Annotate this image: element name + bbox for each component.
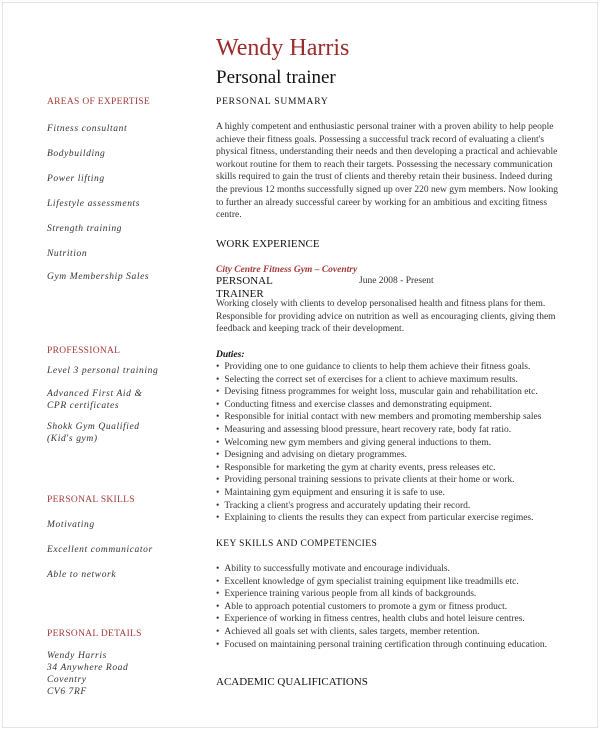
- key-skills-heading: KEY SKILLS AND COMPETENCIES: [216, 539, 378, 549]
- details-city: Coventry: [47, 675, 87, 685]
- professional-item: Level 3 personal training: [47, 366, 159, 376]
- duties-label: Duties:: [216, 350, 245, 360]
- duty-item: • Explaining to clients the results they can expect from particular exercise regimes.: [216, 512, 576, 525]
- company-name: City Centre Fitness Gym – Coventry: [216, 265, 358, 275]
- duty-item: • Maintaining gym equipment and ensuring it is safe to use.: [216, 487, 576, 500]
- details-postcode: CV6 7RF: [47, 687, 87, 697]
- key-skill-item: • Achieved all goals set with clients, sales targets, member retention.: [216, 626, 566, 639]
- candidate-title: Personal trainer: [216, 67, 336, 88]
- professional-item: Advanced First Aid & CPR certificates: [47, 389, 143, 411]
- skill-item: Motivating: [47, 520, 95, 530]
- key-skills-list: [216, 563, 566, 651]
- expertise-item: Nutrition: [47, 249, 88, 259]
- position-dates: June 2008 - Present: [359, 276, 434, 286]
- details-name: Wendy Harris: [47, 651, 107, 661]
- duty-item: • Welcoming new gym members and giving general inductions to them.: [216, 437, 576, 450]
- duty-item: • Designing and advising on dietary programmes.: [216, 449, 576, 462]
- skill-item: Excellent communicator: [47, 545, 153, 555]
- expertise-item: Fitness consultant: [47, 124, 128, 134]
- skill-item: Able to network: [47, 570, 117, 580]
- expertise-item: Gym Membership Sales: [47, 272, 150, 282]
- summary-heading: PERSONAL SUMMARY: [216, 97, 329, 107]
- duty-item: • Providing personal training sessions to private clients at their home or work.: [216, 474, 576, 487]
- duty-item: • Responsible for initial contact with new members and promoting membership sales: [216, 411, 576, 424]
- duty-item: • Selecting the correct set of exercises for a client to achieve maximum results.: [216, 374, 576, 387]
- expertise-item: Lifestyle assessments: [47, 199, 141, 209]
- duty-item: • Measuring and assessing blood pressure, heart recovery rate, body fat ratio.: [216, 424, 576, 437]
- key-skill-item: • Experience training various people from all kinds of backgrounds.: [216, 588, 566, 601]
- key-skill-item: • Able to approach potential customers to promote a gym or fitness product.: [216, 601, 566, 614]
- professional-heading: PROFESSIONAL: [47, 346, 121, 356]
- summary-text: A highly competent and enthusiastic personal trainer with a proven ability to help people achieve their fitness goals. Possessing a successful track record of evaluating a client's physical fitness, understanding their needs and then developing a practical and achievable workout routine for them to reach their targets. Possessing the necessary communication skills required to gain the trust of clients and thereby retain their business. Indeed during the previous 12 months successfully signed up over 220 new gym members. Now looking to further an already successful career by working for an ambitious and exciting fitness centre.: [216, 122, 558, 221]
- position-title: PERSONAL TRAINER: [216, 275, 273, 300]
- candidate-name: Wendy Harris: [216, 35, 350, 61]
- key-skill-item: • Focused on maintaining personal training certification through continuing education.: [216, 639, 566, 652]
- professional-item: Shokk Gym Qualified (Kid's gym): [47, 422, 140, 444]
- expertise-item: Power lifting: [47, 174, 105, 184]
- resume-page: [2, 2, 598, 728]
- duty-item: • Responsible for marketing the gym at charity events, press releases etc.: [216, 462, 576, 475]
- details-heading: PERSONAL DETAILS: [47, 629, 142, 639]
- work-heading: WORK EXPERIENCE: [216, 238, 320, 250]
- work-description: Working closely with clients to develop personalised health and fitness plans for them. Responsible for providing advice on nutrition as well as encouraging clients, giving them feedback and keeping track of their development.: [216, 299, 556, 335]
- details-street: 34 Anywhere Road: [47, 663, 129, 673]
- duty-item: • Conducting fitness and exercise classes and demonstrating equipment.: [216, 399, 576, 412]
- key-skill-item: • Experience of working in fitness centres, health clubs and hotel leisure centres.: [216, 613, 566, 626]
- skills-heading: PERSONAL SKILLS: [47, 495, 135, 505]
- expertise-item: Strength training: [47, 224, 123, 234]
- key-skill-item: • Excellent knowledge of gym specialist training equipment like treadmills etc.: [216, 576, 566, 589]
- duty-item: • Tracking a client's progress and accurately updating their record.: [216, 500, 576, 513]
- expertise-item: Bodybuilding: [47, 149, 106, 159]
- academic-heading: ACADEMIC QUALIFICATIONS: [216, 676, 368, 688]
- key-skill-item: • Ability to successfully motivate and encourage individuals.: [216, 563, 566, 576]
- duty-item: • Devising fitness programmes for weight loss, muscular gain and rehabilitation etc.: [216, 386, 576, 399]
- duties-list: [216, 361, 576, 525]
- duty-item: • Providing one to one guidance to clients to help them achieve their fitness goals.: [216, 361, 576, 374]
- expertise-heading: AREAS OF EXPERTISE: [47, 97, 151, 107]
